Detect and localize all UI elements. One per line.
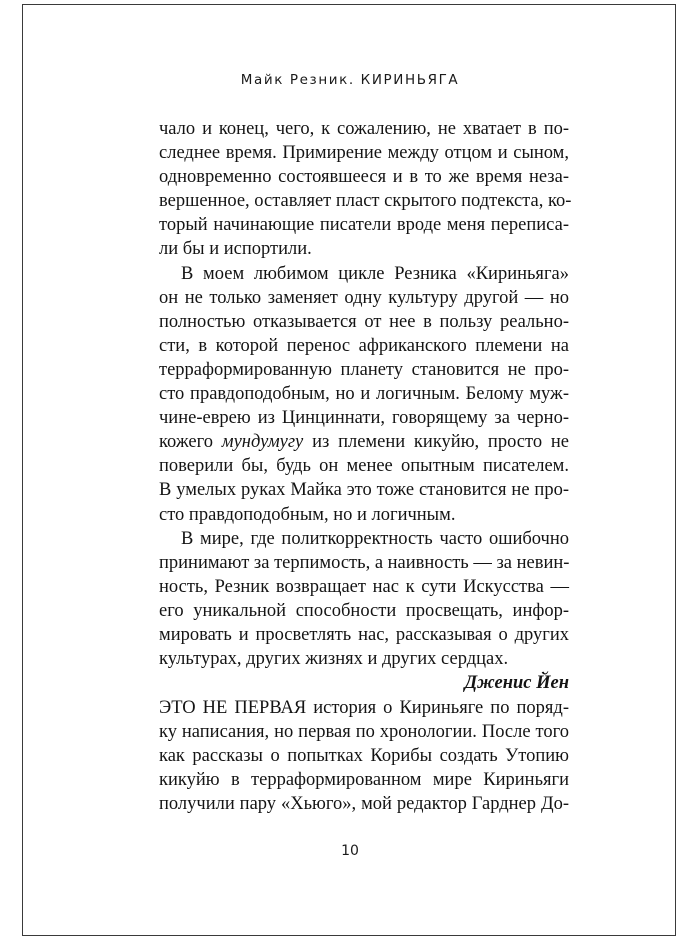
text-line: ли бы и испортили.	[159, 239, 312, 260]
text-line: чало и конец, чего, к сожалению, не хватает в по-	[159, 119, 569, 139]
text-line: культурах, других жизнях и других сердцах.	[159, 649, 509, 670]
text-line: как рассказы о попытках Корибы создать Утопию	[159, 746, 569, 767]
text-line: В умелых руках Майка это тоже становится не про-	[159, 480, 569, 501]
text-line: следнее время. Примирение между отцом и сыном,	[159, 143, 569, 164]
text-line: торый начинающие писатели вроде меня переписа-	[159, 215, 569, 236]
text-line: мировать и просветлять нас, рассказывая о других	[159, 624, 569, 645]
text-line: чине-еврею из Цинциннати, говорящему за черно-	[159, 408, 569, 429]
text-line: вершенное, оставляет пласт скрытого подтекста, ко-	[159, 191, 572, 212]
text-line: он не только заменяет одну культуру другой — но	[159, 287, 569, 308]
foreword-text	[159, 117, 572, 695]
text-line: ку написания, но первая по хронологии. После того	[159, 722, 569, 743]
text-span: кожего	[159, 432, 222, 453]
text-line: его уникальной способности просвещать, инфор-	[159, 600, 569, 621]
text-line	[159, 527, 569, 551]
text-line: терраформированную планету становится не про-	[159, 359, 569, 380]
italic-term: мундумугу	[221, 432, 304, 453]
text-line: сто правдоподобным, но и логичным.	[159, 504, 456, 525]
text-span: В мире, где политкорректность часто ошибочно	[181, 528, 569, 549]
text-line	[159, 262, 569, 286]
running-head: Майк Резник. КИРИНЬЯГА	[240, 72, 460, 88]
text-line: ность, Резник возвращает нас к сути Искусства —	[159, 576, 569, 597]
text-line: принимают за терпимость, а наивность — за невин-	[159, 552, 570, 573]
text-span: из племени кикуйю, просто не	[303, 432, 569, 453]
text-line: кикуйю в терраформированном мире Кириньяги	[159, 770, 569, 791]
text-line: ЭТО НЕ ПЕРВАЯ история о Кириньяге по поряд-	[159, 698, 569, 718]
text-line: одновременно состоявшееся и в то же время неза-	[159, 167, 569, 188]
author-signature: Дженис Йен	[464, 673, 569, 694]
text-line	[159, 430, 569, 454]
text-span: В моем любимом цикле Резника «Кириньяга»	[181, 263, 569, 284]
text-line: сти, в которой перенос африканского племени на	[159, 335, 569, 356]
chapter-intro-text	[159, 696, 569, 816]
text-line: полностью отказывается от нее в пользу реально-	[159, 311, 569, 332]
text-line: поверили бы, будь он менее опытным писателем.	[159, 456, 569, 477]
page-number: 10	[341, 843, 359, 859]
text-line: получили пару «Хьюго», мой редактор Гарднер До-	[159, 794, 569, 815]
text-line: сто правдоподобным, но и логичным. Белому муж-	[159, 384, 569, 405]
